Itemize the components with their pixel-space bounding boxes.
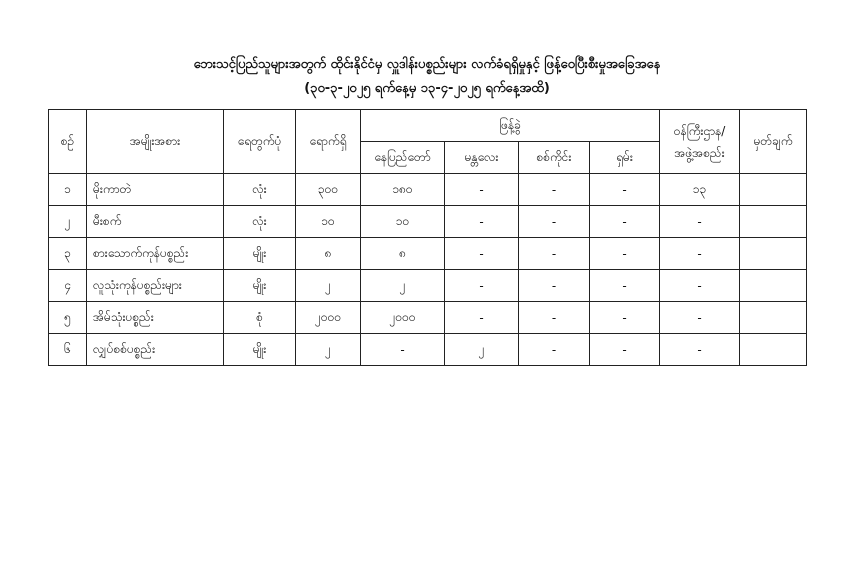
cell-dept: -	[660, 302, 740, 334]
cell-no: ၃	[49, 238, 87, 270]
cell-shan: -	[590, 174, 660, 206]
header-remarks: မှတ်ချက်	[740, 110, 807, 174]
cell-sagaing: -	[519, 238, 590, 270]
cell-no: ၅	[49, 302, 87, 334]
header-item: အမျိုးအစား	[87, 110, 224, 174]
cell-shan: -	[590, 302, 660, 334]
cell-remarks	[740, 334, 807, 366]
cell-unit: မျိုး	[224, 270, 296, 302]
cell-remarks	[740, 302, 807, 334]
header-distribution: ဖြန့်ခွဲ	[361, 110, 660, 142]
cell-mandalay: -	[445, 302, 519, 334]
cell-unit: လုံး	[224, 174, 296, 206]
cell-remarks	[740, 206, 807, 238]
cell-shan: -	[590, 238, 660, 270]
cell-item: မိုးကာတဲ	[87, 174, 224, 206]
cell-received: ၈	[296, 238, 361, 270]
cell-no: ၂	[49, 206, 87, 238]
cell-received: ၂	[296, 270, 361, 302]
cell-item: လူသုံးကုန်ပစ္စည်းများ	[87, 270, 224, 302]
cell-naypyitaw: -	[361, 334, 445, 366]
document-date-range: (၃၀-၃-၂၀၂၅ ရက်နေ့မှ ၁၃-၄-၂၀၂၅ ရက်နေ့အထိ)	[304, 81, 550, 96]
header-no: စဉ်	[49, 110, 87, 174]
header-unit: ရေတွက်ပုံ	[224, 110, 296, 174]
cell-naypyitaw: ၈	[361, 238, 445, 270]
cell-sagaing: -	[519, 270, 590, 302]
table-row	[49, 302, 807, 334]
cell-no: ၁	[49, 174, 87, 206]
cell-unit: စုံ	[224, 302, 296, 334]
subheader-naypyitaw: နေပြည်တော်	[361, 142, 445, 174]
cell-mandalay: -	[445, 238, 519, 270]
cell-received: ၁၀	[296, 206, 361, 238]
table-row	[49, 206, 807, 238]
cell-unit: မျိုး	[224, 334, 296, 366]
distribution-table	[48, 109, 807, 366]
cell-remarks	[740, 174, 807, 206]
cell-sagaing: -	[519, 206, 590, 238]
cell-mandalay: -	[445, 270, 519, 302]
cell-received: ၃၀၀	[296, 174, 361, 206]
cell-dept: ၁၃	[660, 174, 740, 206]
cell-received: ၂	[296, 334, 361, 366]
cell-naypyitaw: ၂၀၀၀	[361, 302, 445, 334]
cell-shan: -	[590, 270, 660, 302]
cell-no: ၄	[49, 270, 87, 302]
table-row	[49, 238, 807, 270]
cell-shan: -	[590, 334, 660, 366]
table-row	[49, 174, 807, 206]
cell-sagaing: -	[519, 174, 590, 206]
cell-naypyitaw: ၁၈၀	[361, 174, 445, 206]
table-row	[49, 270, 807, 302]
cell-remarks	[740, 238, 807, 270]
cell-sagaing: -	[519, 334, 590, 366]
cell-dept: -	[660, 238, 740, 270]
table-row	[49, 334, 807, 366]
cell-dept: -	[660, 334, 740, 366]
subheader-shan: ရှမ်း	[590, 142, 660, 174]
cell-dept: -	[660, 206, 740, 238]
cell-shan: -	[590, 206, 660, 238]
cell-received: ၂၀၀၀	[296, 302, 361, 334]
cell-mandalay: -	[445, 206, 519, 238]
cell-naypyitaw: ၂	[361, 270, 445, 302]
header-dept: ဝန်ကြီးဌာန/ အဖွဲ့အစည်း	[660, 110, 740, 174]
cell-unit: လုံး	[224, 206, 296, 238]
cell-mandalay: -	[445, 174, 519, 206]
cell-item: မီးစက်	[87, 206, 224, 238]
cell-item: စားသောက်ကုန်ပစ္စည်း	[87, 238, 224, 270]
cell-naypyitaw: ၁၀	[361, 206, 445, 238]
header-received: ရောက်ရှိ	[296, 110, 361, 174]
subheader-mandalay: မန္တလေး	[445, 142, 519, 174]
cell-mandalay: ၂	[445, 334, 519, 366]
cell-sagaing: -	[519, 302, 590, 334]
cell-no: ၆	[49, 334, 87, 366]
cell-unit: မျိုး	[224, 238, 296, 270]
cell-dept: -	[660, 270, 740, 302]
subheader-sagaing: စစ်ကိုင်း	[519, 142, 590, 174]
cell-remarks	[740, 270, 807, 302]
document-title: ဘေးသင့်ပြည်သူများအတွက် ထိုင်းနိုင်ငံမှ လှူဒါန်းပစ္စည်းများ လက်ခံရရှိမှုနှင့် ဖြန့်ဝေပြီးစီးမှုအခြေအနေ	[193, 57, 661, 72]
cell-item: လျှပ်စစ်ပစ္စည်း	[87, 334, 224, 366]
cell-item: အိမ်သုံးပစ္စည်း	[87, 302, 224, 334]
